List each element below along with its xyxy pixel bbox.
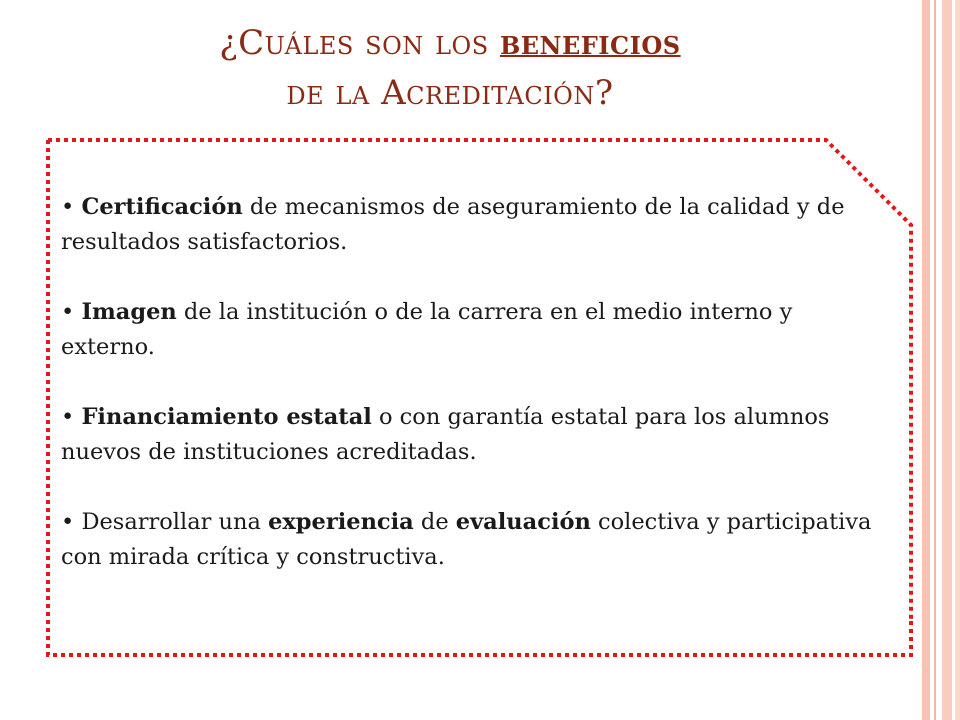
title-line-2: de la Acreditación? <box>286 73 614 113</box>
list-item: • Financiamiento estatal o con garantía estatal para los alumnos nuevos de instituciones acreditadas. <box>61 404 830 465</box>
list-item: • Imagen de la institución o de la carrera en el medio interno y externo. <box>61 299 793 360</box>
title-keyword: beneficios <box>499 23 681 63</box>
benefits-list <box>61 190 891 575</box>
list-item: • Certificación de mecanismos de aseguramiento de la calidad y de resultados satisfactorios. <box>61 194 845 255</box>
title-line-1: ¿Cuáles son los beneficios <box>219 23 681 63</box>
list-item: • Desarrollar una experiencia de evaluación colectiva y participativa con mirada crítica y constructiva. <box>61 509 872 570</box>
